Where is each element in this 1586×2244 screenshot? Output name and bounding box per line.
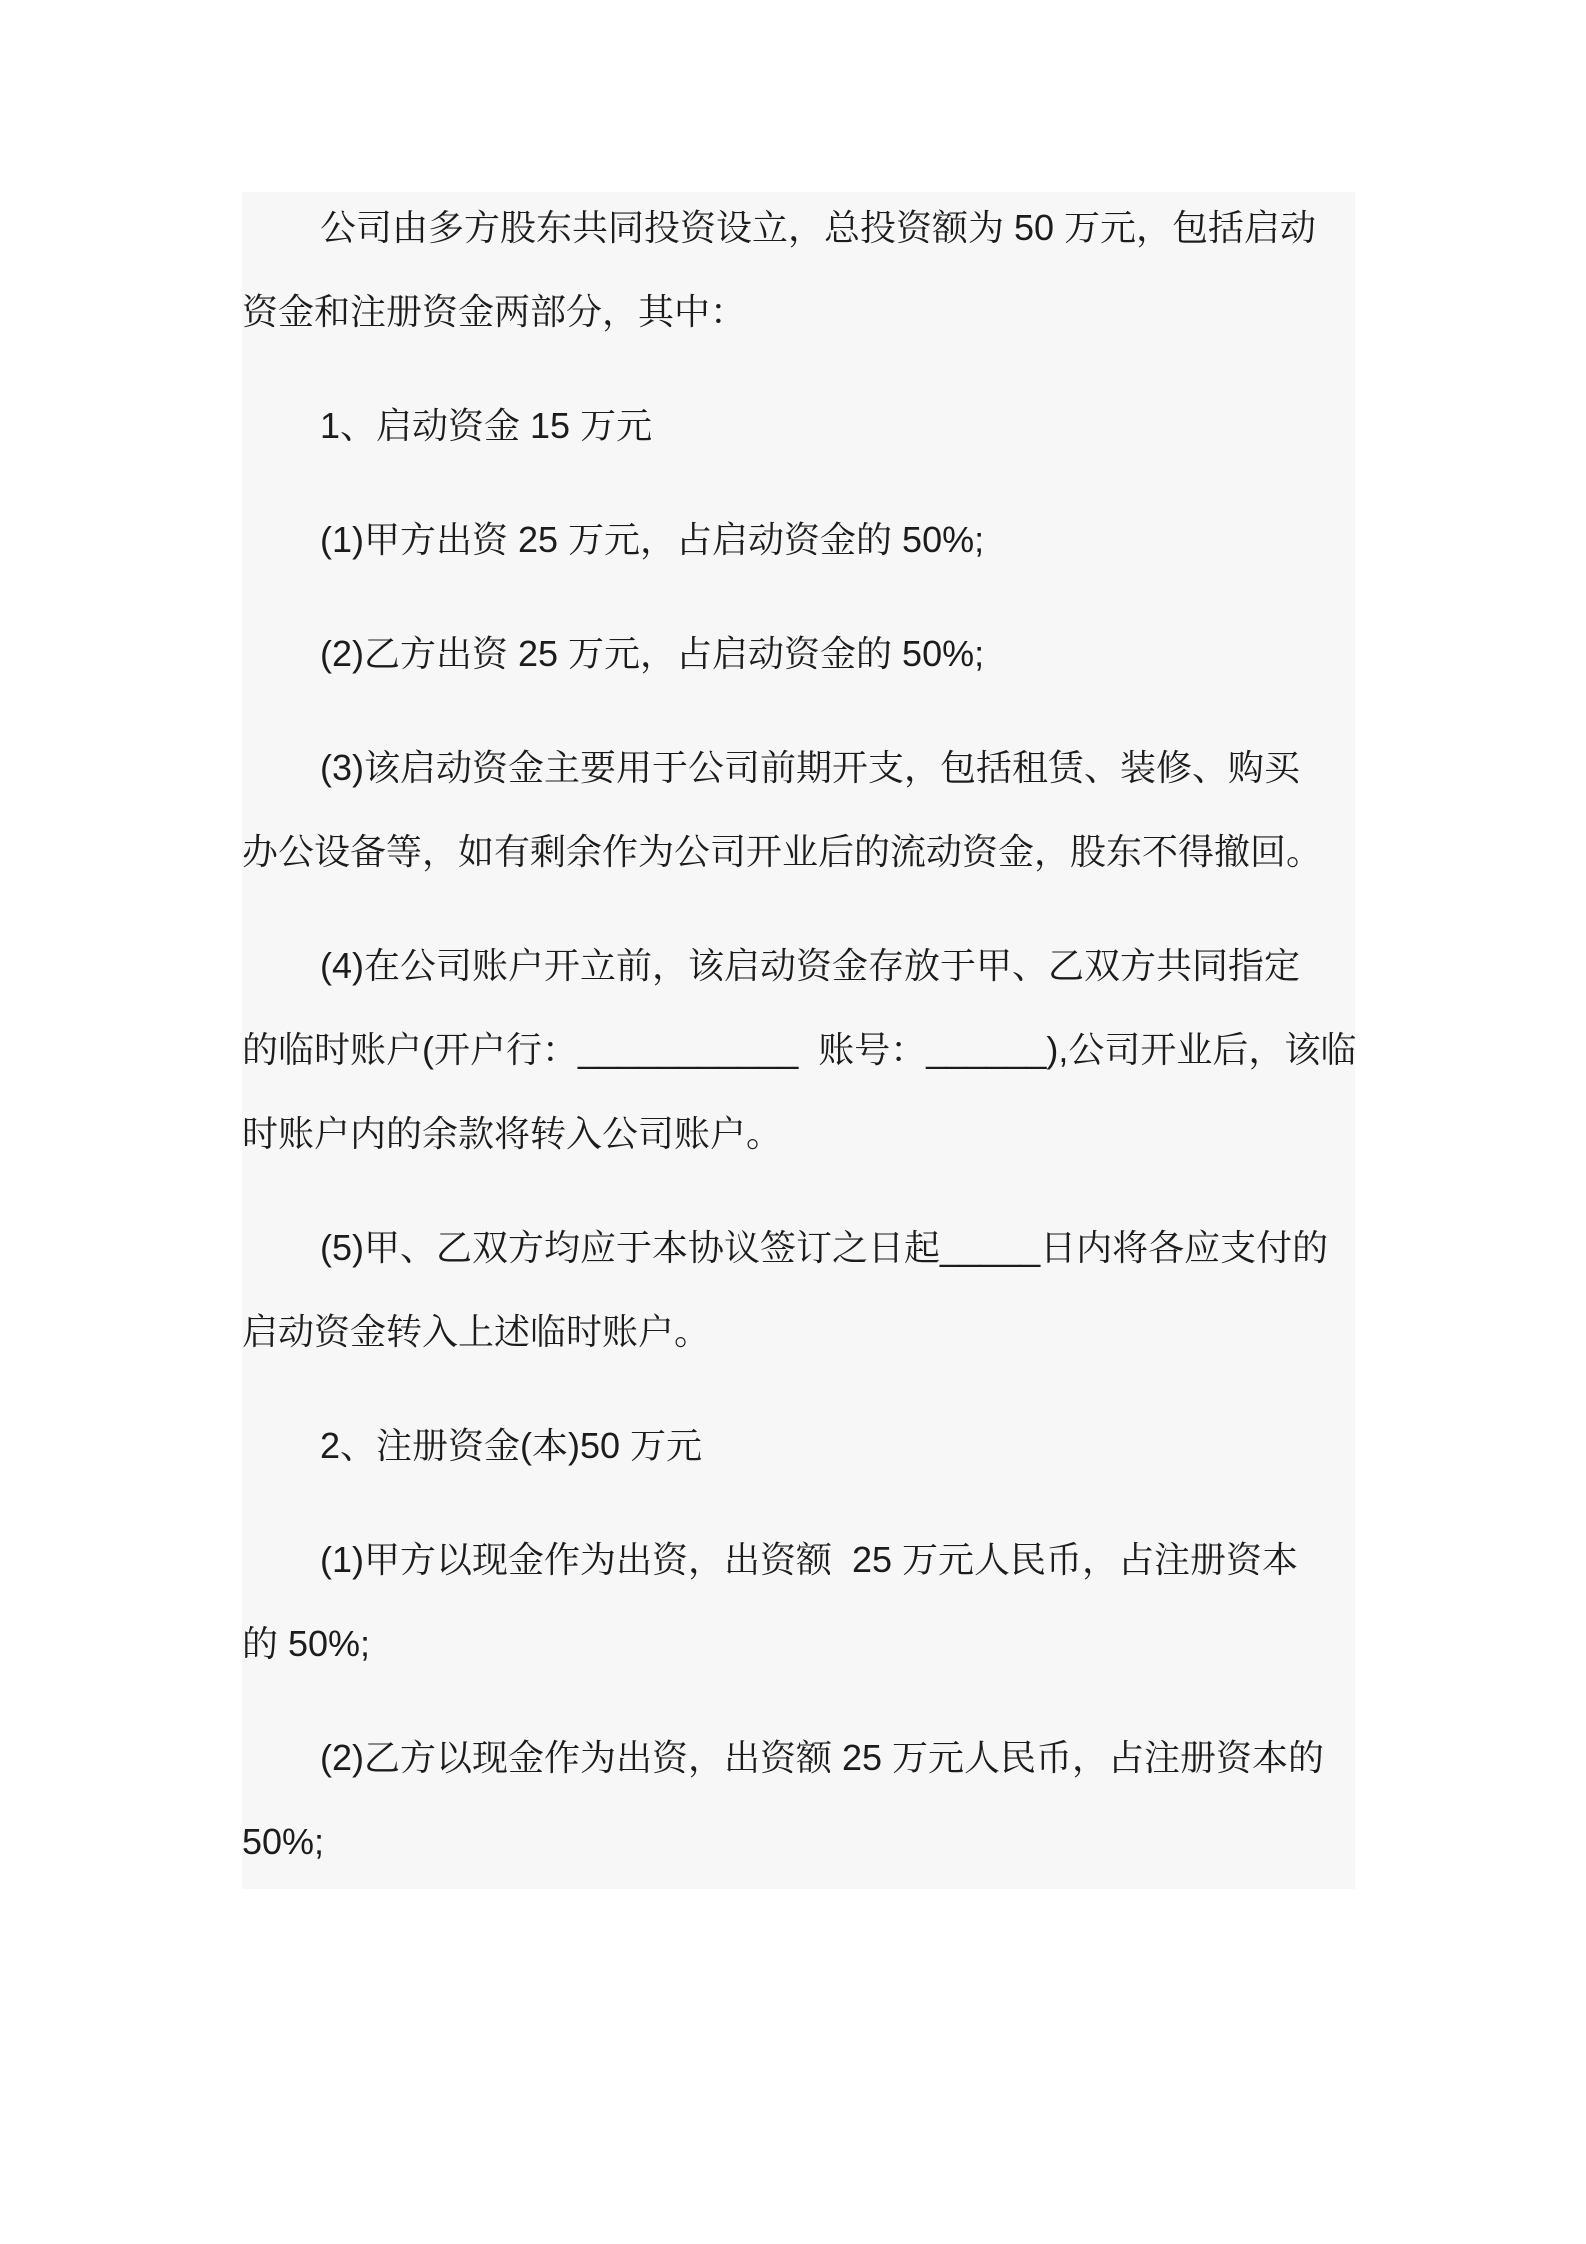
paragraph-capital-party-a (242, 1518, 1355, 1686)
text-line: (2)乙方以现金作为出资，出资额 25 万元人民币，占注册资本的 (320, 1737, 1325, 1778)
text-line: (3)该启动资金主要用于公司前期开支，包括租赁、装修、购买 (320, 747, 1300, 788)
section-heading: 1、启动资金 15 万元 (320, 405, 653, 446)
text-line: 的临时账户(开户行：___________ 账号：______),公司开业后，该临 (242, 1029, 1357, 1070)
text-line: 启动资金转入上述临时账户。 (242, 1311, 711, 1352)
paragraph-startup-party-b (242, 612, 1355, 696)
text-line: 办公设备等，如有剩余作为公司开业后的流动资金，股东不得撤回。 (242, 831, 1323, 872)
text-line: 公司由多方股东共同投资设立，总投资额为 50 万元，包括启动 (320, 207, 1317, 248)
text-line: (5)甲、乙双方均应于本协议签订之日起_____日内将各应支付的 (320, 1227, 1329, 1268)
paragraph-startup-party-a (242, 498, 1355, 582)
section-heading: 2、注册资金(本)50 万元 (320, 1425, 703, 1466)
text-line: (1)甲方以现金作为出资，出资额 25 万元人民币，占注册资本 (320, 1539, 1299, 1580)
text-line: 时账户内的余款将转入公司账户。 (242, 1113, 783, 1154)
text-line: 资金和注册资金两部分，其中： (242, 291, 747, 332)
paragraph-transfer-deadline (242, 1206, 1355, 1374)
paragraph-registered-capital-heading (242, 1404, 1355, 1488)
paragraph-startup-funds-heading (242, 384, 1355, 468)
paragraph-startup-usage (242, 726, 1355, 894)
text-line: (4)在公司账户开立前，该启动资金存放于甲、乙双方共同指定 (320, 945, 1300, 986)
document-body (242, 186, 1355, 1884)
paragraph-temporary-account (242, 924, 1355, 1176)
text-line: 50%; (242, 1821, 325, 1862)
text-line: 的 50%; (242, 1623, 371, 1664)
text-line: (1)甲方出资 25 万元，占启动资金的 50%; (320, 519, 985, 560)
paragraph-capital-party-b (242, 1716, 1355, 1884)
text-line: (2)乙方出资 25 万元，占启动资金的 50%; (320, 633, 985, 674)
paragraph-investment-intro (242, 186, 1355, 354)
